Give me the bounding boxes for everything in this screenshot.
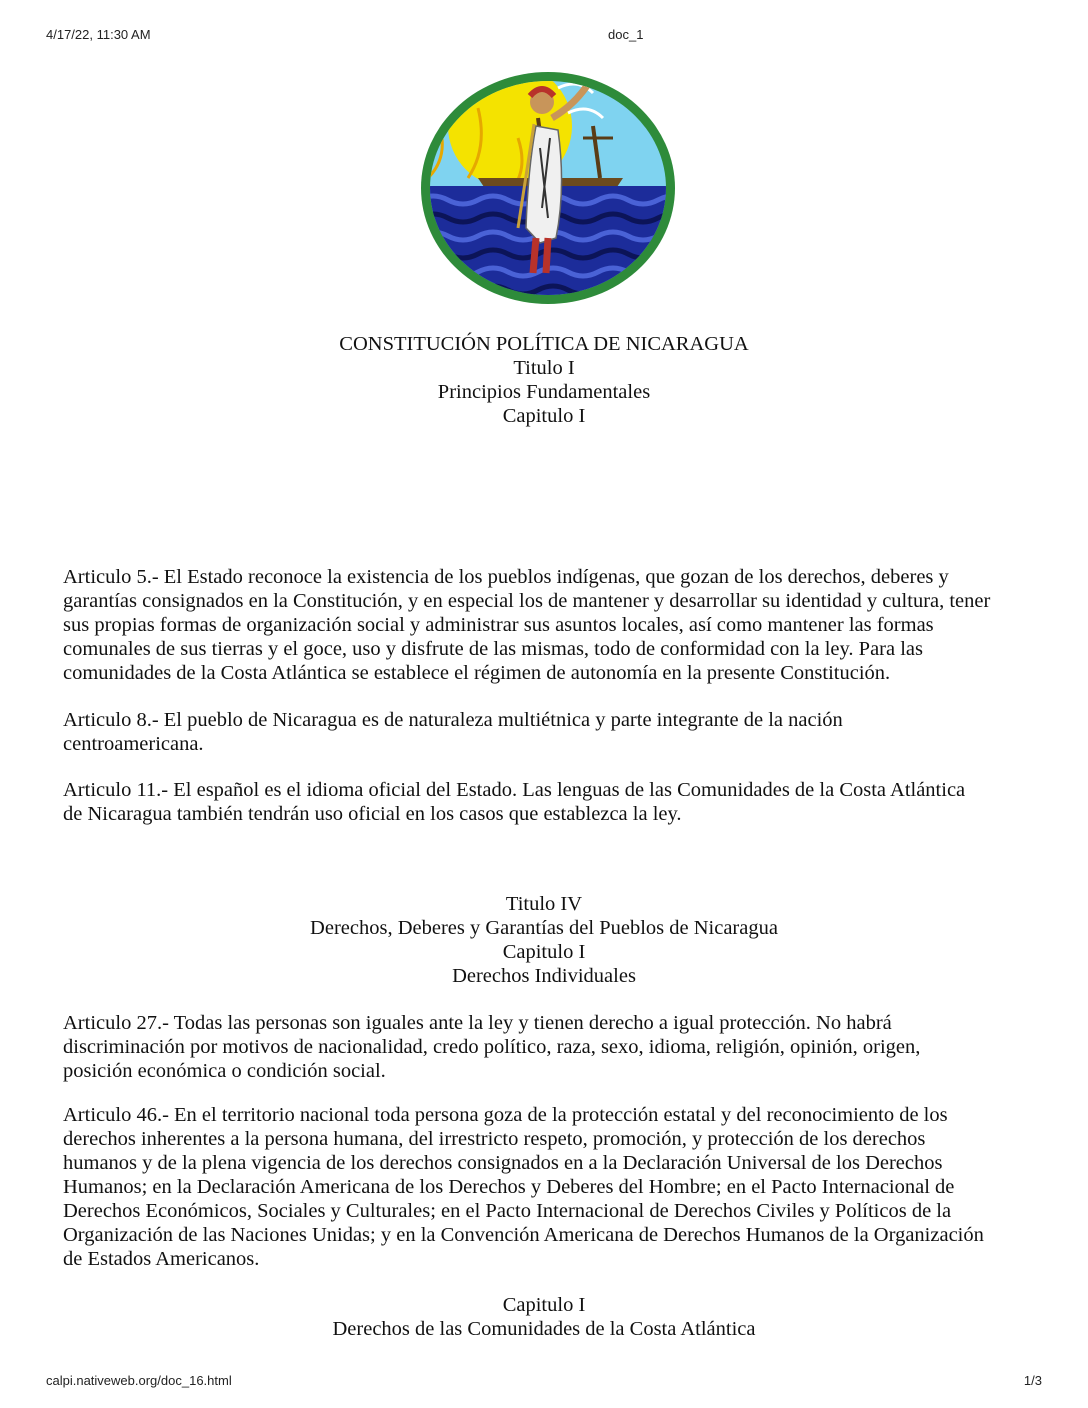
article-line: Derechos Económicos, Sociales y Culturales; en el Pacto Internacional de Derechos Civiles y Políticos de la <box>63 1200 952 1222</box>
chapter-number: Capitulo I <box>502 1294 586 1316</box>
title-number: Titulo I <box>513 357 575 379</box>
chapter-number: Capitulo I <box>502 941 586 963</box>
article-27 <box>63 1011 1038 1083</box>
chapter-heading-atlantic-coast <box>0 1293 1088 1341</box>
print-page-number: 1/3 <box>1023 1373 1042 1388</box>
article-8 <box>63 708 1038 756</box>
title-iv-heading <box>0 892 1088 988</box>
article-line: Organización de las Naciones Unidas; y en la Convención Americana de Derechos Humanos de la Organización <box>63 1224 984 1246</box>
article-line: Articulo 27.- Todas las personas son iguales ante la ley y tienen derecho a igual protección. No habrá <box>63 1012 892 1034</box>
article-5 <box>63 565 1038 685</box>
article-line: comunales de sus tierras y el goce, uso y disfrute de las mismas, todo de conformidad con la ley. Para las <box>63 638 924 660</box>
print-source-url: calpi.nativeweb.org/doc_16.html <box>46 1373 232 1388</box>
article-line: comunidades de la Costa Atlántica se establece el régimen de autonomía en la presente Constitución. <box>63 662 891 684</box>
article-line: humanos y de la plena vigencia de los derechos consignados en a la Declaración Universal de los Derechos <box>63 1152 943 1174</box>
article-line: sus propias formas de organización social y administrar sus asuntos locales, así como mantener las formas <box>63 614 934 636</box>
document-title: CONSTITUCIÓN POLÍTICA DE NICARAGUA <box>339 333 749 355</box>
article-line: posición económica o condición social. <box>63 1060 386 1082</box>
article-line: Articulo 5.- El Estado reconoce la existencia de los pueblos indígenas, que gozan de los derechos, deberes y <box>63 566 949 588</box>
article-11 <box>63 778 1038 826</box>
chapter-name: Derechos de las Comunidades de la Costa Atlántica <box>332 1318 756 1340</box>
article-line: centroamericana. <box>63 733 204 755</box>
article-line: derechos inherentes a la persona humana, del irrestricto respeto, promoción, y protección de los derechos <box>63 1128 926 1150</box>
article-46 <box>63 1103 1038 1271</box>
title-number: Titulo IV <box>505 893 583 915</box>
article-line: Articulo 46.- En el territorio nacional toda persona goza de la protección estatal y del reconocimiento de los <box>63 1104 948 1126</box>
chapter-number: Capitulo I <box>502 405 586 427</box>
print-date-time: 4/17/22, 11:30 AM <box>46 27 151 42</box>
article-line: Articulo 11.- El español es el idioma oficial del Estado. Las lenguas de las Comunidades de la Costa Atlántica <box>63 779 966 801</box>
chapter-name: Derechos Individuales <box>452 965 636 987</box>
article-line: Articulo 8.- El pueblo de Nicaragua es de naturaleza multiétnica y parte integrante de la nación <box>63 709 843 731</box>
article-line: de Estados Americanos. <box>63 1248 260 1270</box>
print-document-title: doc_1 <box>608 27 644 42</box>
constitution-heading <box>0 332 1088 428</box>
coat-of-arms-emblem-icon <box>418 68 678 308</box>
article-line: Humanos; en la Declaración Americana de los Derechos y Deberes del Hombre; en el Pacto Internacional de <box>63 1176 955 1198</box>
article-line: de Nicaragua también tendrán uso oficial en los casos que establezca la ley. <box>63 803 682 825</box>
article-line: discriminación por motivos de nacionalidad, credo político, raza, sexo, idioma, religión, opinión, origen, <box>63 1036 921 1058</box>
title-name: Derechos, Deberes y Garantías del Pueblos de Nicaragua <box>310 917 778 939</box>
article-line: garantías consignados en la Constitución, y en especial los de mantener y desarrollar su identidad y cultura, tener <box>63 590 991 612</box>
title-name: Principios Fundamentales <box>437 381 651 403</box>
